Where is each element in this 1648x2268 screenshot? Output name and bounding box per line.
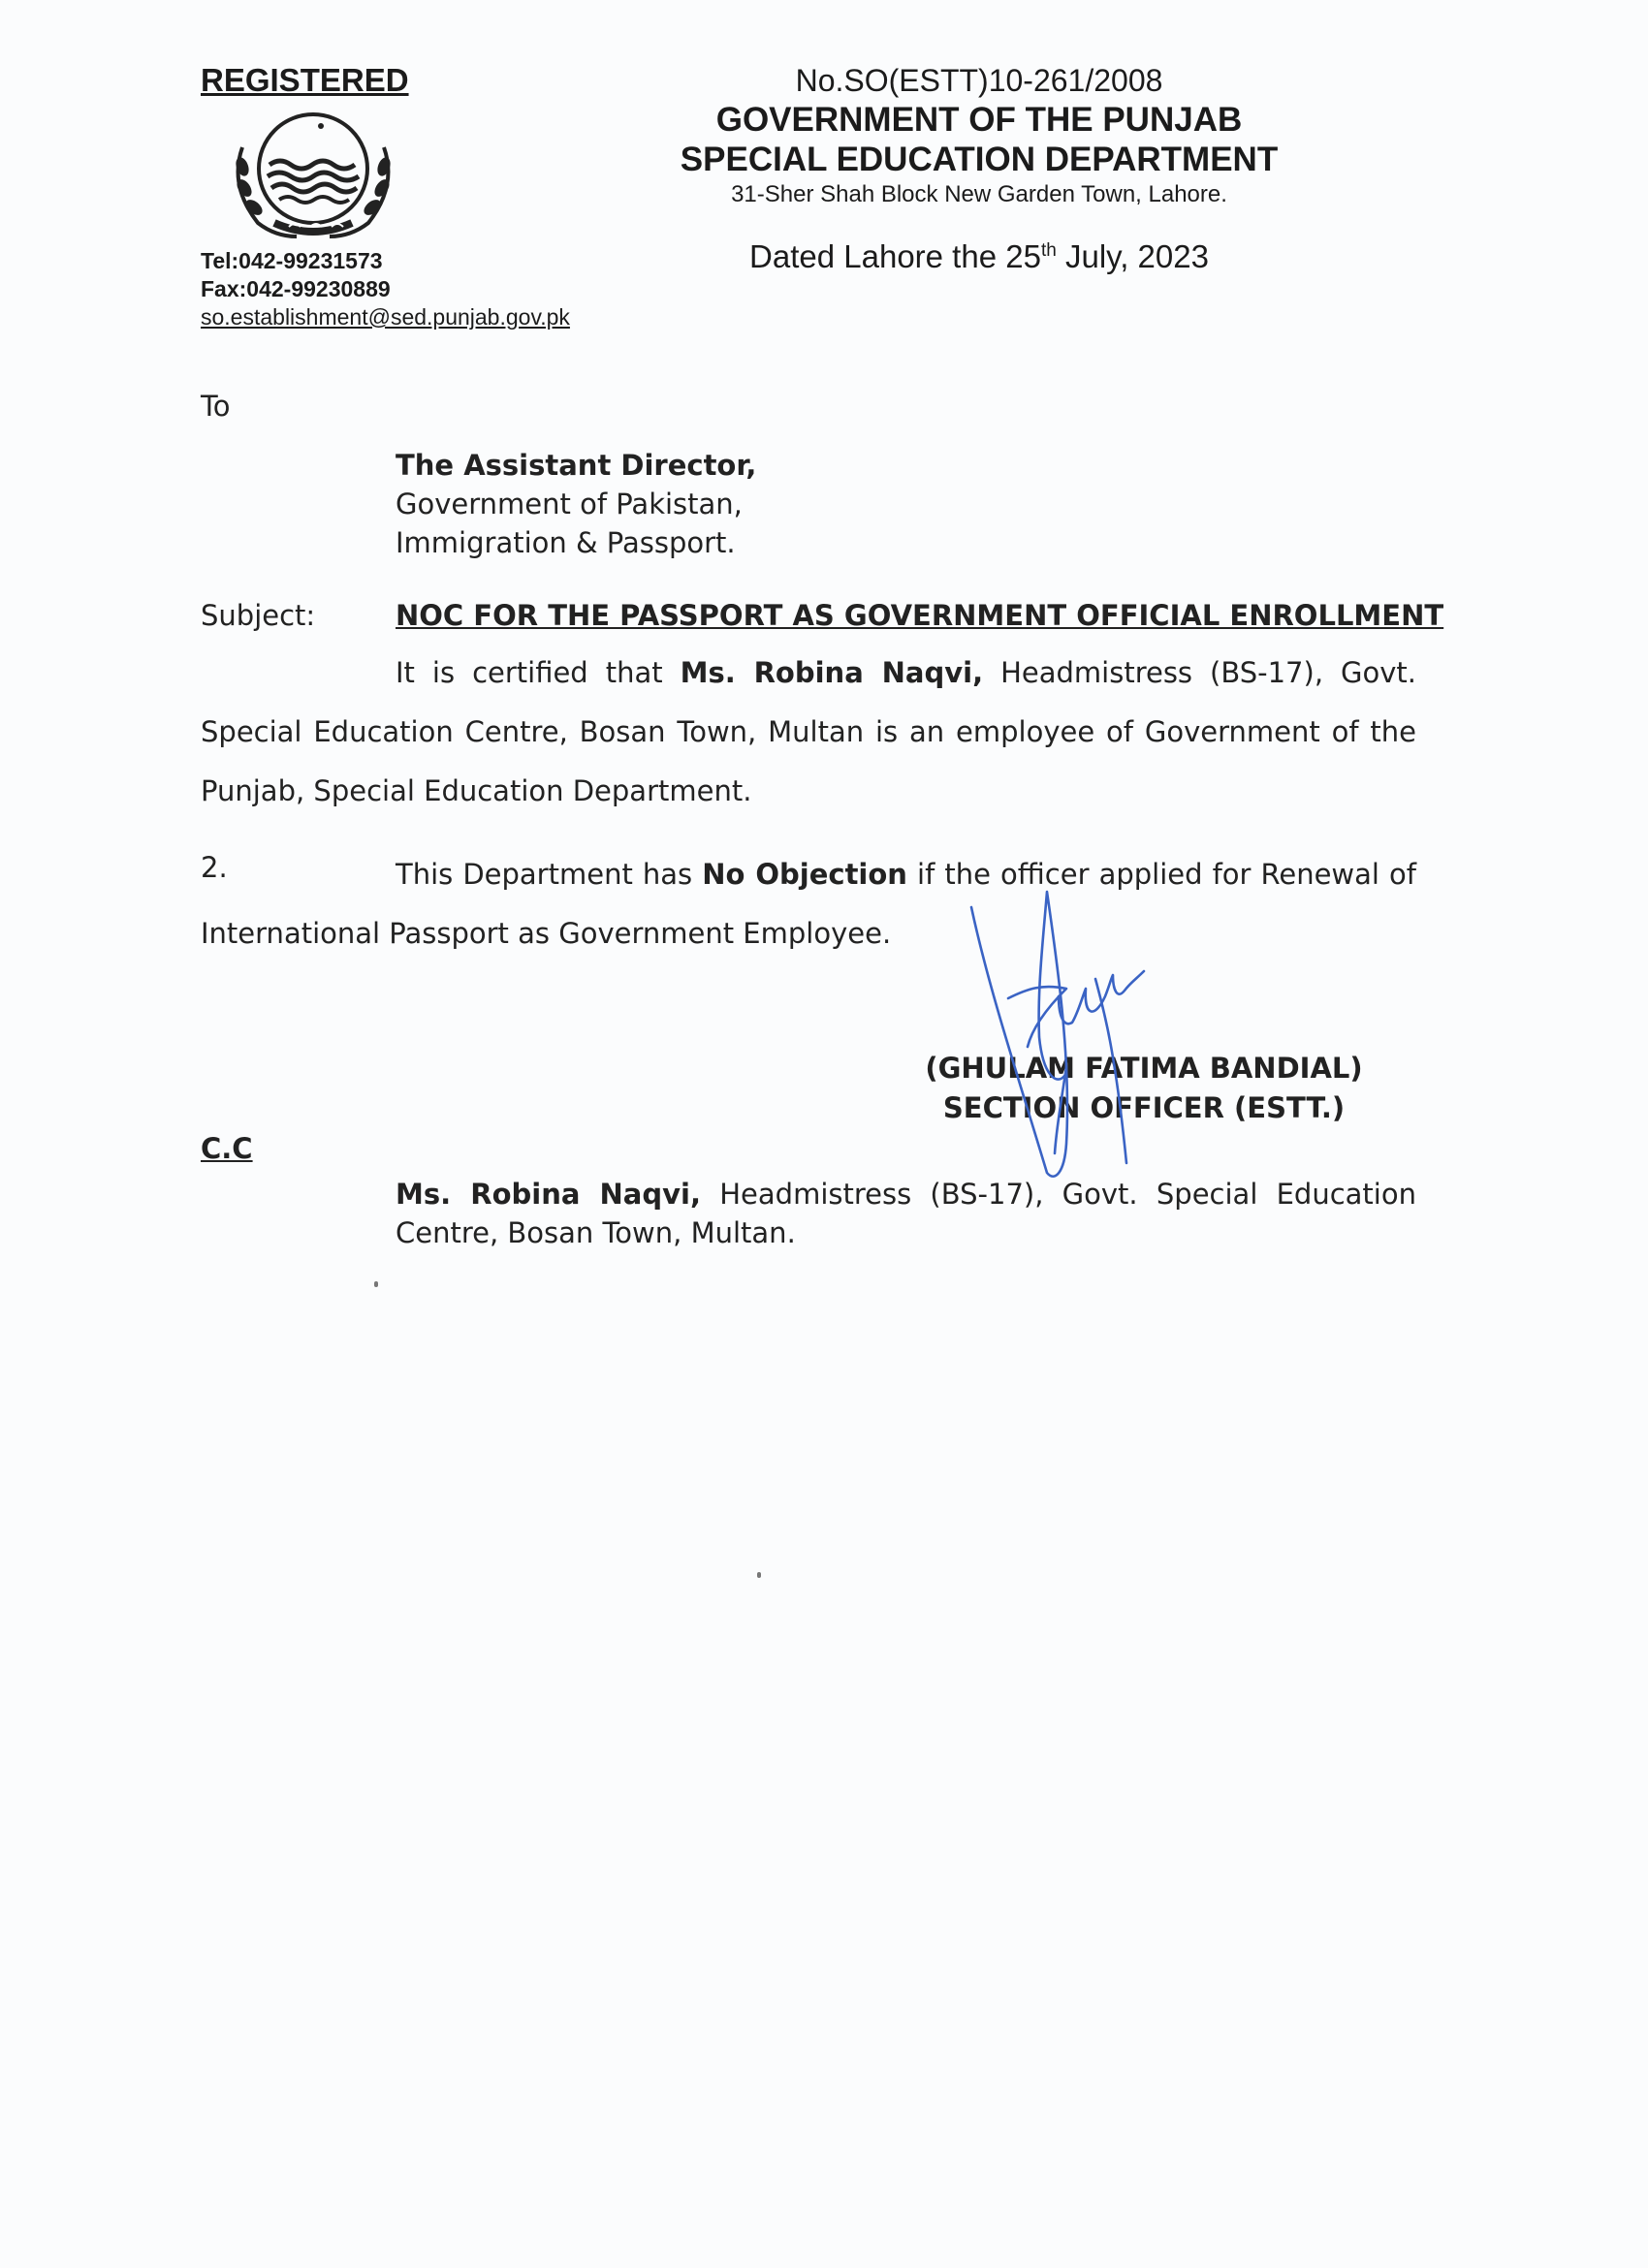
letter-date <box>679 238 1280 275</box>
paragraph-2-intro: This Department has <box>396 858 703 891</box>
punjab-government-emblem-icon <box>221 109 405 244</box>
paragraph-2-number: 2. <box>201 851 228 884</box>
registered-label: REGISTERED <box>201 62 409 98</box>
signatory-name: (GHULAM FATIMA BANDIAL) <box>925 1052 1363 1085</box>
recipient-block <box>396 446 756 562</box>
paragraph-1-rest: Headmistress (BS-17), Govt. Special Education Centre, Bosan Town, Multan is an employee of Government of the Punjab, Special Education Department. <box>201 656 1416 807</box>
cc-recipient-details: Headmistress (BS-17), Govt. Special Education Centre, Bosan Town, Multan. <box>396 1178 1416 1249</box>
recipient-organization: Government of Pakistan, <box>396 488 743 520</box>
employee-name: Ms. Robina Naqvi, <box>680 656 984 689</box>
no-objection-phrase: No Objection <box>702 858 907 891</box>
department-heading: SPECIAL EDUCATION DEPARTMENT <box>680 141 1279 178</box>
signatory-designation: SECTION OFFICER (ESTT.) <box>942 1091 1346 1124</box>
recipient-office: Immigration & Passport. <box>396 526 736 559</box>
email-link[interactable]: so.establishment@sed.punjab.gov.pk <box>201 304 570 330</box>
government-heading: GOVERNMENT OF THE PUNJAB <box>715 101 1243 139</box>
telephone-number: Tel:042-99231573 <box>201 248 383 273</box>
cc-recipient-name: Ms. Robina Naqvi, <box>396 1178 701 1211</box>
date-suffix: July, 2023 <box>1056 238 1209 274</box>
paragraph-1-intro: It is certified that <box>396 656 681 689</box>
to-label: To <box>201 390 231 423</box>
date-prefix: Dated Lahore the 25 <box>749 238 1041 274</box>
department-address: 31-Sher Shah Block New Garden Town, Lahore. <box>731 181 1227 207</box>
reference-number: No.SO(ESTT)10-261/2008 <box>795 63 1163 98</box>
fax-number: Fax:042-99230889 <box>201 276 391 301</box>
subject-line: NOC FOR THE PASSPORT AS GOVERNMENT OFFICIAL ENROLLMENT <box>396 599 1444 632</box>
paragraph-2-rest: if the officer applied for Renewal of International Passport as Government Employee. <box>201 858 1417 950</box>
scan-speck <box>757 1572 761 1578</box>
paragraph-2 <box>201 845 1416 963</box>
cc-recipient <box>396 1175 1416 1252</box>
cc-label: C.C <box>201 1132 253 1165</box>
recipient-title: The Assistant Director, <box>396 449 757 482</box>
subject-label: Subject: <box>201 599 316 632</box>
handwritten-signature <box>950 882 1221 1182</box>
paragraph-1 <box>201 644 1416 821</box>
date-ordinal: th <box>1040 240 1057 261</box>
scan-speck <box>374 1281 378 1287</box>
